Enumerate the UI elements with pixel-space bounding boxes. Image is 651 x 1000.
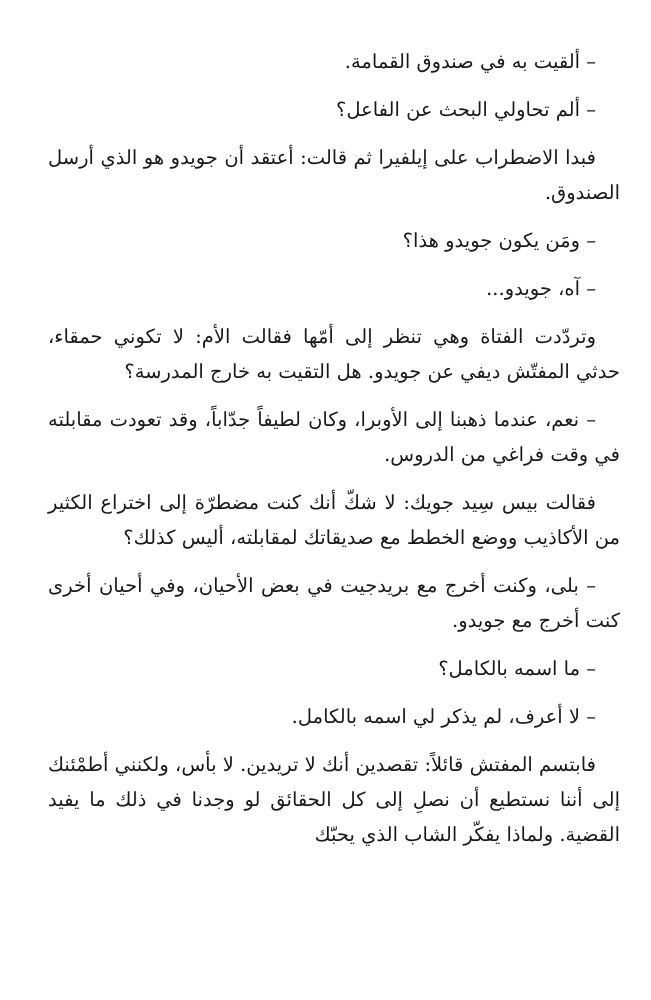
dialogue-line: – ما اسمه بالكامل؟	[438, 657, 596, 680]
narrative-paragraph: فقالت بيس سِيد جويك: لا شكّ أنك كنت مضطرّة إلى اختراع الكثير من الأكاذيب ووضع الخطط مع صديقاتك لمقابلته، أليس كذلك؟	[48, 491, 620, 549]
narrative-paragraph: فبدا الاضطراب على إيلفيرا ثم قالت: أعتقد أن جويدو هو الذي أرسل الصندوق.	[48, 146, 620, 204]
narrative-paragraph: فابتسم المفتش قائلاً: تقصدين أنك لا تريدين. لا بأس، ولكنني أطمْئنك إلى أننا نستطيع أن نصلِ إلى كل الحقائق لو وجدنا في ذلك ما يفيد القضية. ولماذا يفكّر الشاب الذي يحبّك	[48, 753, 620, 846]
dialogue-line: – ألقيت به في صندوق القمامة.	[344, 50, 596, 73]
dialogue-line: – ألم تحاولي البحث عن الفاعل؟	[335, 98, 596, 121]
dialogue-line: – لا أعرف، لم يذكر لي اسمه بالكامل.	[291, 705, 596, 728]
book-page	[48, 44, 620, 865]
dialogue-line: – نعم، عندما ذهبنا إلى الأوبرا، وكان لطيفاً جدّاباً، وقد تعودت مقابلته في وقت فراغي من الدروس.	[48, 408, 620, 466]
dialogue-line: – آه، جويدو...	[486, 277, 596, 300]
dialogue-line: – ومَن يكون جويدو هذا؟	[402, 229, 596, 252]
narrative-paragraph: وتردّدت الفتاة وهي تنظر إلى أمّها فقالت الأم: لا تكوني حمقاء، حدثي المفتّش ديفي عن جويدو. هل التقيت به خارج المدرسة؟	[48, 325, 620, 383]
dialogue-line: – بلى، وكنت أخرج مع بريدجيت في بعض الأحيان، وفي أحيان أخرى كنت أخرج مع جويدو.	[48, 574, 620, 632]
